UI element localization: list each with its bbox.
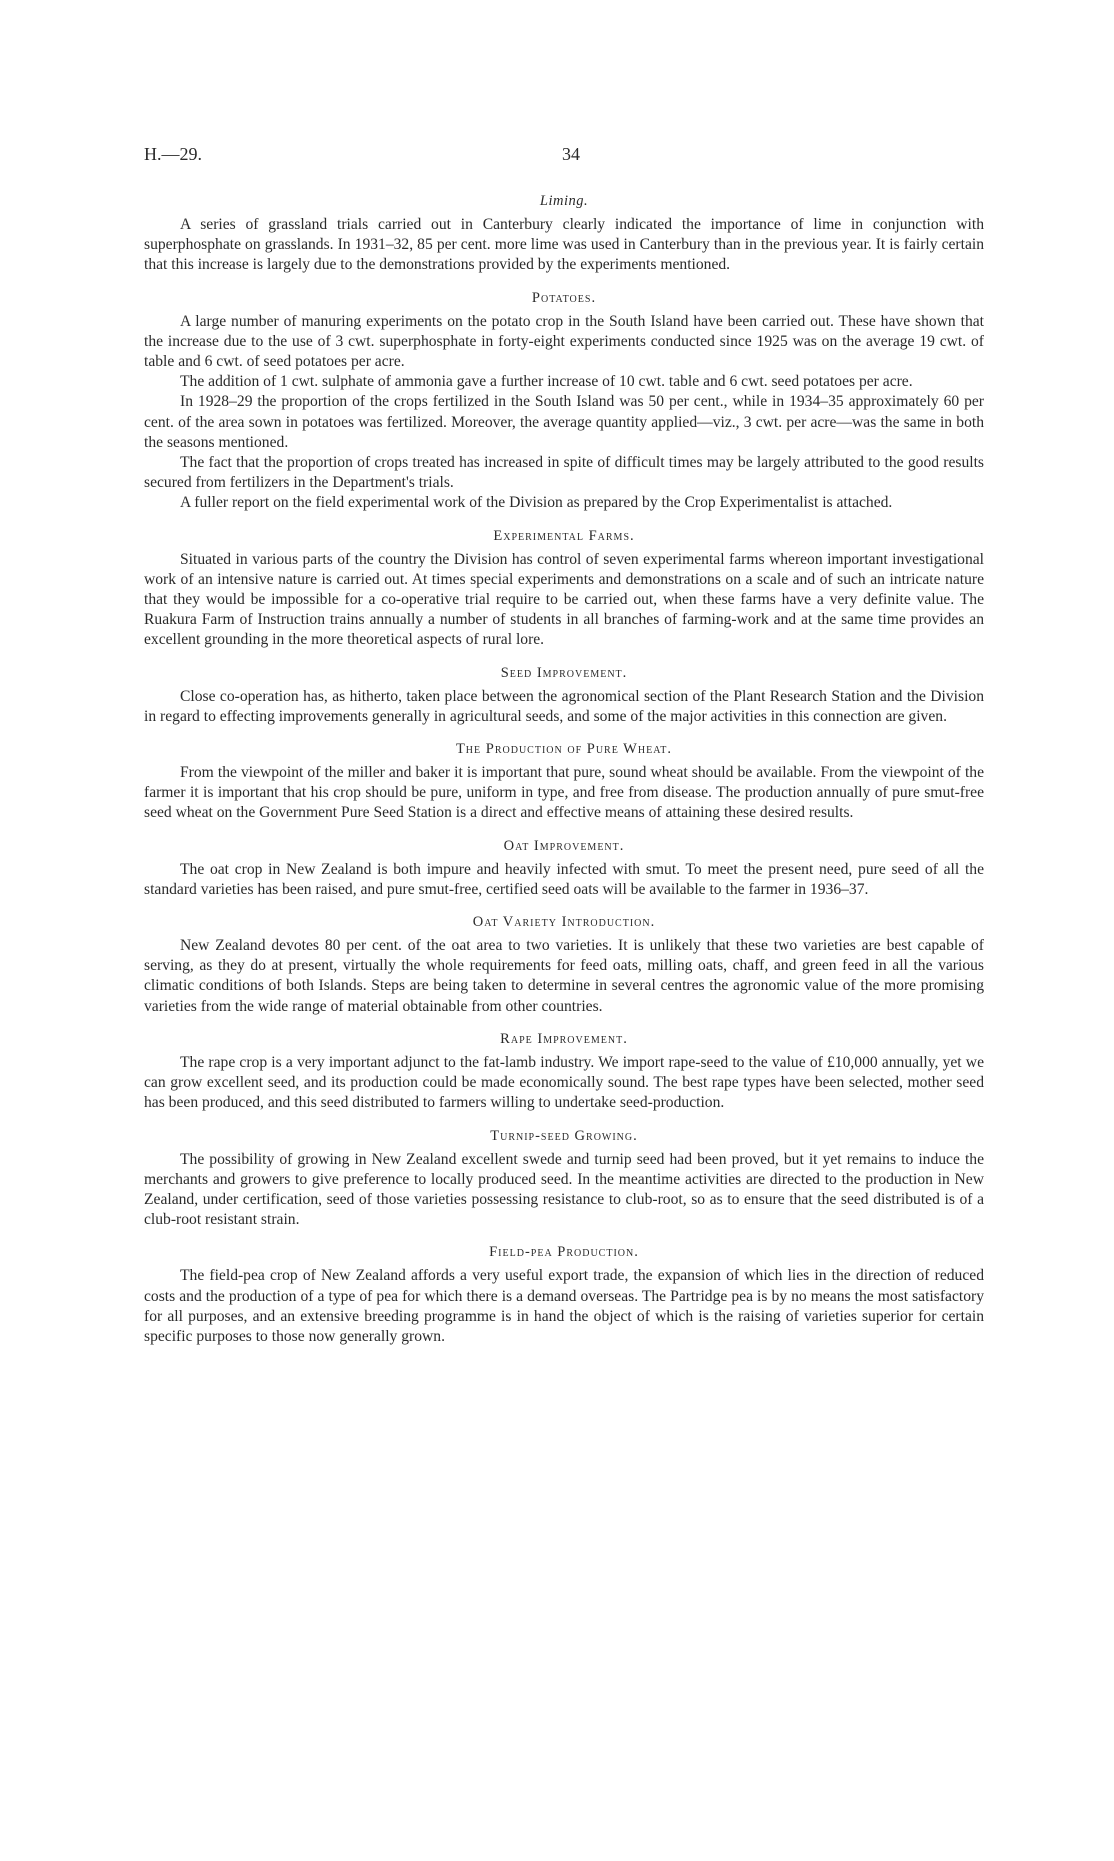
document-reference: H.—29.	[144, 144, 202, 164]
section-field-pea-production	[144, 1244, 984, 1347]
section-potatoes	[144, 290, 984, 514]
section-title: Field-pea Production.	[489, 1244, 639, 1261]
section-pure-wheat	[144, 741, 984, 824]
section-title: Turnip-seed Growing.	[490, 1127, 638, 1144]
section-title: Experimental Farms.	[493, 527, 635, 544]
paragraph: The possibility of growing in New Zealand excellent swede and turnip seed had been proved, but it yet remains to induce the merchants and growers to give preference to locally produced seed. In the meantime activities are directed to the production in New Zealand, under certification, seed of those varieties possessing resistance to club-root, so as to ensure that the seed distributed is of a club-root resistant strain.	[144, 1150, 984, 1229]
paragraph: The addition of 1 cwt. sulphate of ammonia gave a further increase of 10 cwt. table and 6 cwt. seed potatoes per acre.	[180, 373, 913, 391]
section-oat-improvement	[144, 838, 984, 900]
section-rape-improvement	[144, 1031, 984, 1114]
section-title: Liming.	[539, 193, 589, 209]
section-title: Rape Improvement.	[500, 1030, 628, 1047]
page-number: 34	[562, 144, 580, 164]
section-title: Seed Improvement.	[500, 664, 628, 681]
paragraph: The field-pea crop of New Zealand affords a very useful export trade, the expansion of which lies in the direction of reduced costs and the production of a type of pea for which there is a demand overseas. The Partridge pea is by no means the most satisfactory for all purposes, and an extensive breeding programme is in hand the object of which is the raising of varieties superior for certain specific purposes to those now generally grown.	[144, 1267, 984, 1345]
section-experimental-farms	[144, 528, 984, 651]
paragraph: Situated in various parts of the country the Division has control of seven experimental farms whereon important investigational work of an intensive nature is carried out. At times special experiments and demonstrations on a scale and of such an intricate nature that they would be impossible for a co-operative trial require to be carried out, when these farms have a very definite value. The Ruakura Farm of Instruction trains annually a number of students in all branches of farming-work and at the same time provides an excellent grounding in the more theoretical aspects of rural lore.	[144, 550, 984, 649]
paragraph: A fuller report on the field experimental work of the Division as prepared by the Crop Experimentalist is attached.	[180, 494, 893, 512]
page-content	[144, 193, 984, 1347]
section-title: Potatoes.	[531, 289, 597, 306]
section-title: The Production of Pure Wheat.	[455, 741, 673, 758]
paragraph: A large number of manuring experiments on the potato crop in the South Island have been carried out. These have shown that the increase due to the use of 3 cwt. superphosphate in forty-eight experiments conducted since 1925 was on the average 19 cwt. of table and 6 cwt. of seed potatoes per acre.	[144, 312, 984, 371]
paragraph: In 1928–29 the proportion of the crops fertilized in the South Island was 50 per cent., while in 1934–35 approximately 60 per cent. of the area sown in potatoes was fertilized. Moreover, the average quantity applied—viz., 3 cwt. per acre—was the same in both the seasons mentioned.	[144, 393, 984, 451]
page-header	[144, 144, 984, 170]
paragraph: New Zealand devotes 80 per cent. of the oat area to two varieties. It is unlikely that these two varieties are best capable of serving, as they do at present, virtually the whole requirements for feed oats, milling oats, chaff, and green feed in all the various climatic conditions of both Islands. Steps are being taken to determine in several centres the agronomic value of the more promising varieties from the wide range of material obtainable from other countries.	[144, 937, 984, 1015]
document-page	[144, 0, 984, 1861]
section-title: Oat Variety Introduction.	[472, 914, 656, 931]
section-seed-improvement	[144, 665, 984, 727]
section-turnip-seed-growing	[144, 1128, 984, 1231]
paragraph: Close co-operation has, as hitherto, taken place between the agronomical section of the Plant Research Station and the Division in regard to effecting improvements generally in agricultural seeds, and some of the major activities in this connection are given.	[144, 687, 984, 725]
section-oat-variety-introduction	[144, 914, 984, 1017]
paragraph: The oat crop in New Zealand is both impure and heavily infected with smut. To meet the present need, pure seed of all the standard varieties has been raised, and pure smut-free, certified seed oats will be available to the farmer in 1936–37.	[144, 860, 984, 898]
section-title: Oat Improvement.	[503, 837, 625, 854]
paragraph: The rape crop is a very important adjunct to the fat-lamb industry. We import rape-seed to the value of £10,000 annually, yet we can grow excellent seed, and its production could be made economically sound. The best rape types have been selected, mother seed has been produced, and this seed distributed to farmers willing to undertake seed-production.	[144, 1053, 984, 1112]
paragraph: A series of grassland trials carried out in Canterbury clearly indicated the importance of lime in conjunction with superphosphate on grasslands. In 1931–32, 85 per cent. more lime was used in Canterbury than in the previous year. It is fairly certain that this increase is largely due to the demonstrations provided by the experiments mentioned.	[144, 216, 984, 274]
section-liming	[144, 193, 984, 276]
paragraph: The fact that the proportion of crops treated has increased in spite of difficult times may be largely attributed to the good results secured from fertilizers in the Department's trials.	[144, 454, 984, 492]
paragraph: From the viewpoint of the miller and baker it is important that pure, sound wheat should be available. From the viewpoint of the farmer it is important that his crop should be pure, uniform in type, and free from disease. The production annually of pure smut-free seed wheat on the Government Pure Seed Station is a direct and effective means of attaining these desired results.	[144, 764, 984, 822]
